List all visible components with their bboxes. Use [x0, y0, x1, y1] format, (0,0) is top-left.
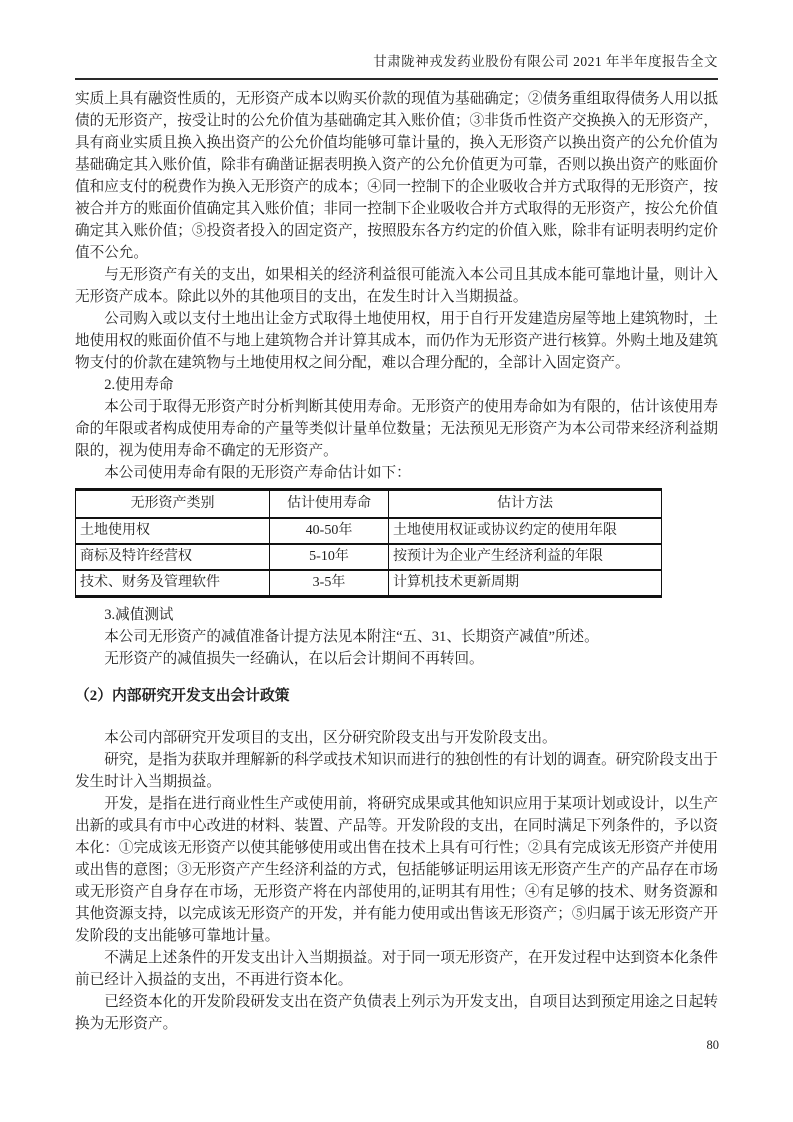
table-cell-estimation-method: 按预计为企业产生经济利益的年限 — [389, 544, 662, 570]
paragraph-rd-phases: 本公司内部研究开发项目的支出，区分研究阶段支出与开发阶段支出。 — [104, 730, 557, 746]
table-cell-category: 技术、财务及管理软件 — [76, 570, 270, 597]
table-header-estimated-life: 估计使用寿命 — [270, 490, 389, 519]
heading-impairment-test: 3.减值测试 — [104, 607, 174, 623]
table-header-row — [76, 490, 662, 519]
paragraph-related-expenditure: 与无形资产有关的支出，如果相关的经济利益很可能流入本公司且其成本能可靠地计量，则计入无形资产成本。除此以外的其他项目的支出，在发生时计入当期损益。 — [75, 267, 718, 305]
table-header-estimation-method: 估计方法 — [389, 490, 662, 519]
table-row-tech-software — [76, 570, 662, 597]
heading-useful-life: 2.使用寿命 — [104, 377, 174, 393]
paragraph-useful-life-judgement: 本公司于取得无形资产时分析判断其使用寿命。无形资产的使用寿命如为有限的，估计该使用寿命的年限或者构成使用寿命的产量等类似计量单位数量；无法预见无形资产为本公司带来经济利益期限的，视为使用寿命不确定的无形资产。 — [75, 399, 718, 459]
table-cell-estimation-method: 计算机技术更新周期 — [389, 570, 662, 597]
paragraph-capitalized-development: 已经资本化的开发阶段研发支出在资产负债表上列示为开发支出，自项目达到预定用途之日起转换为无形资产。 — [75, 994, 718, 1032]
paragraph-impairment-method: 本公司无形资产的减值准备计提方法见本附注“五、31、长期资产减值”所述。 — [104, 629, 599, 645]
paragraph-research-definition: 研究，是指为获取并理解新的科学或技术知识而进行的独创性的有计划的调查。研究阶段支出于发生时计入当期损益。 — [75, 752, 718, 790]
paragraph-impairment-no-reversal: 无形资产的减值损失一经确认，在以后会计期间不再转回。 — [104, 651, 484, 667]
table-cell-estimated-life: 5-10年 — [270, 544, 389, 570]
table-header-category: 无形资产类别 — [76, 490, 270, 519]
paragraph-non-qualifying-expenditure: 不满足上述条件的开发支出计入当期损益。对于同一项无形资产，在开发过程中达到资本化条件前已经计入损益的支出，不再进行资本化。 — [75, 950, 718, 988]
paragraph-intangible-cost-determination: 实质上具有融资性质的，无形资产成本以购买价款的现值为基础确定；②债务重组取得债务人用以抵债的无形资产，按受让时的公允价值为基础确定其入账价值；③非货币性资产交换换入的无形资产，具有商业实质且换入换出资产的公允价值均能够可靠计量的，换入无形资产以换出资产的公允价值为基础确定其入账价值，除非有确凿证据表明换入资产的公允价值更为可靠，否则以换出资产的账面价值和应支付的税费作为换入无形资产的成本；④同一控制下的企业吸收合并方式取得的无形资产，按被合并方的账面价值确定其入账价值；非同一控制下企业吸收合并方式取得的无形资产，按公允价值确定其入账价值；⑤投资者投入的固定资产，按照股东各方约定的价值入账，除非有证明表明约定价值不公允。 — [75, 91, 718, 261]
page-content — [75, 88, 718, 1035]
useful-life-table — [75, 488, 662, 598]
paragraph-land-use-right: 公司购入或以支付土地出让金方式取得土地使用权，用于自行开发建造房屋等地上建筑物时，土地使用权的账面价值不与地上建筑物合并计算其成本，而仍作为无形资产进行核算。外购土地及建筑物支付的价款在建筑物与土地使用权之间分配，难以合理分配的，全部计入固定资产。 — [75, 311, 718, 371]
table-cell-estimation-method: 土地使用权证或协议约定的使用年限 — [389, 518, 662, 544]
report-header-title: 甘肃陇神戎发药业股份有限公司 2021 年半年度报告全文 — [373, 54, 718, 69]
table-cell-estimated-life: 40-50年 — [270, 518, 389, 544]
table-cell-category: 商标及特许经营权 — [76, 544, 270, 570]
table-row-trademark-franchise — [76, 544, 662, 570]
table-cell-estimated-life: 3-5年 — [270, 570, 389, 597]
paragraph-development-definition: 开发，是指在进行商业性生产或使用前，将研究成果或其他知识应用于某项计划或设计，以生产出新的或具有市中心改进的材料、装置、产品等。开发阶段的支出，在同时满足下列条件的，予以资本化：①完成该无形资产以使其能够使用或出售在技术上具有可行性；②具有完成该无形资产并使用或出售的意图；③无形资产产生经济利益的方式，包括能够证明运用该无形资产生产的产品存在市场或无形资产自身存在市场，无形资产将在内部使用的,证明其有用性；④有足够的技术、财务资源和其他资源支持，以完成该无形资产的开发，并有能力使用或出售该无形资产；⑤归属于该无形资产开发阶段的支出能够可靠地计量。 — [75, 796, 718, 944]
page-number: 80 — [706, 1038, 719, 1052]
heading-internal-rd-policy: （2）内部研究开发支出会计政策 — [75, 688, 290, 704]
report-header — [75, 52, 718, 80]
table-row-land-use-right — [76, 518, 662, 544]
paragraph-table-intro: 本公司使用寿命有限的无形资产寿命估计如下： — [104, 465, 411, 481]
table-cell-category: 土地使用权 — [76, 518, 270, 544]
